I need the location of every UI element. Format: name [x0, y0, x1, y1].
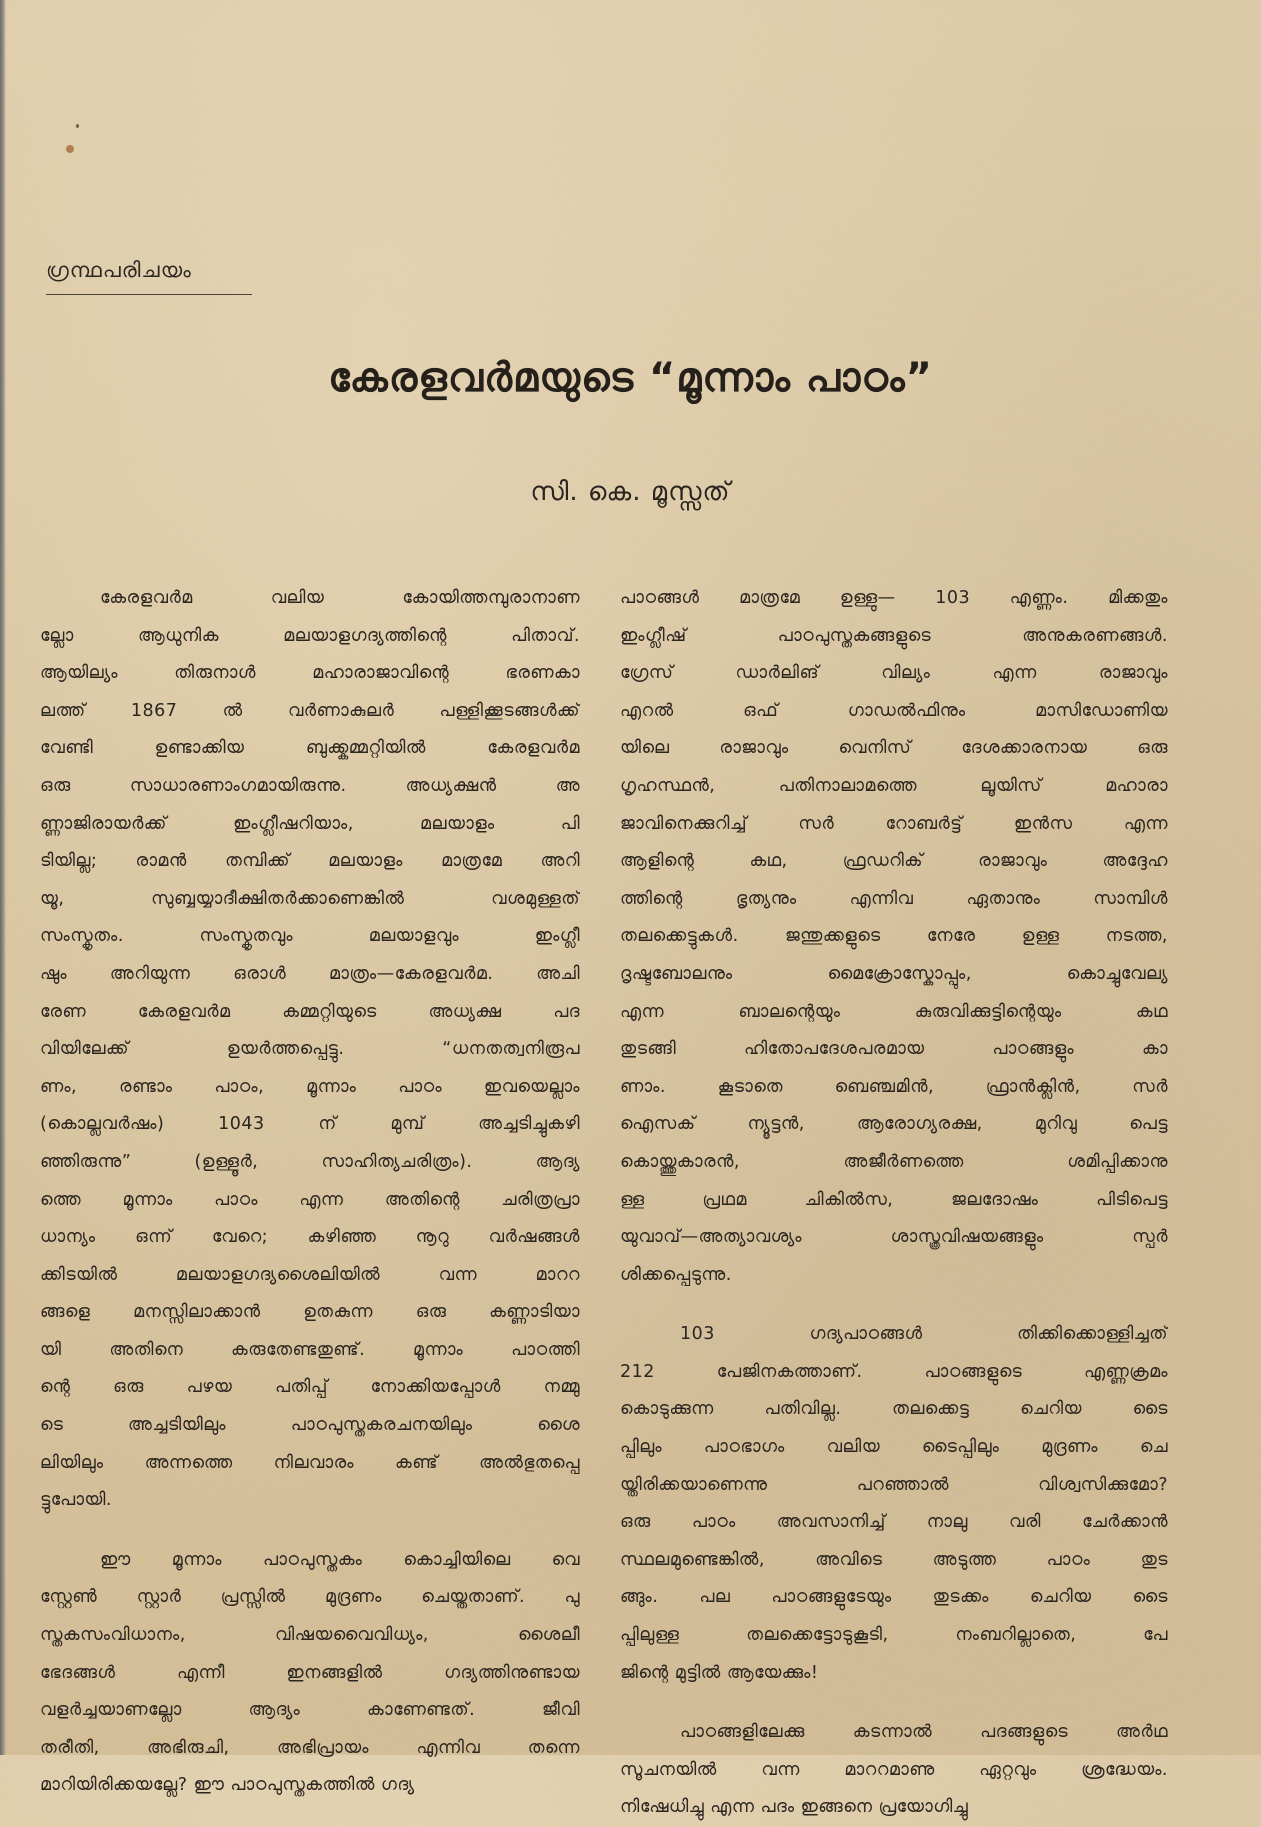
text-line: ലിയിലും അന്നത്തെ നിലവാരം കണ്ട് അൽഭുതപ്പെ: [40, 1452, 580, 1473]
text-line: കൊയ്ത്തുകാരൻ, അജീർണത്തെ ശമിപ്പിക്കാനു: [620, 1151, 1168, 1172]
section-underline: [46, 294, 252, 295]
article-title: കേരളവർമയുടെ “മൂന്നാം പാഠം”: [328, 355, 933, 401]
text-line: ത്തിന്റെ ഭൃത്യനും എന്നിവ ഏതാനും സാമ്പിൾ: [620, 888, 1168, 909]
text-line: സ്റ്റേൺ സ്റ്റാർ പ്രസ്സിൽ മുദ്രണം ചെയ്തതാണ്. പു: [40, 1587, 580, 1608]
text-line: തലക്കെട്ടുകൾ. ജന്തുക്കളുടെ നേരേ ഉള്ള നടത്ത,: [620, 926, 1168, 947]
text-line: ഭേദങ്ങൾ എന്നീ ഇനങ്ങളിൽ ഗദ്യത്തിനുണ്ടായ: [40, 1662, 580, 1683]
text-line: ണ്ണാജിരായർക്ക് ഇംഗ്ലീഷറിയാം, മലയാളം പി: [40, 813, 580, 834]
text-line: ഇംഗ്ലീഷ് പാഠപുസ്തകങ്ങളുടെ അനുകരണങ്ങൾ.: [620, 625, 1168, 646]
text-line: എന്ന ബാലന്റെയും കുരുവിക്കുട്ടിന്റെയും കഥ: [620, 1001, 1168, 1022]
text-line: യി അതിനെ കരുതേണ്ടതുണ്ട്. മൂന്നാം പാഠത്തി: [40, 1339, 580, 1360]
text-line: 212 പേജിനകത്താണ്. പാഠങ്ങളുടെ എണ്ണക്രമം: [620, 1361, 1168, 1382]
text-line: കേരളവർമ വലിയ കോയിത്തമ്പുരാനാണ: [100, 588, 580, 608]
text-line: ഞ്ഞിരുന്നു” (ഉള്ളൂർ, സാഹിത്യചരിത്രം). ആദ്യ: [40, 1151, 580, 1172]
paper-speck: [76, 124, 79, 128]
text-line: ഐസക് ന്യൂട്ടൻ, ആരോഗ്യരക്ഷ, മുറിവു പെട്ട: [620, 1114, 1168, 1135]
paper-stain: [66, 145, 74, 153]
text-line: ക്കിടയിൽ മലയാളഗദ്യശൈലിയിൽ വന്ന മാററ: [40, 1264, 580, 1285]
text-line: തരീതി, അഭിരുചി, അഭിപ്രായം എന്നിവ തന്നെ: [40, 1737, 580, 1758]
text-line: ധാന്യം ഒന്ന് വേറെ; കഴിഞ്ഞ നൂറു വർഷങ്ങൾ: [40, 1227, 580, 1248]
text-line: ജിന്റെ മുട്ടിൽ ആയേക്കും!: [620, 1662, 819, 1683]
paragraph-gap: [620, 1294, 1168, 1316]
text-line: ഷും അറിയുന്ന ഒരാൾ മാത്രം—കേരളവർമ. അചി: [40, 963, 580, 984]
text-line: പാഠങ്ങളിലേക്കു കടന്നാൽ പദങ്ങളുടെ അർഥ: [680, 1722, 1168, 1743]
paragraph-gap: [40, 1520, 580, 1542]
section-label: ഗ്രന്ഥപരിചയം: [46, 258, 192, 282]
paragraph-gap: [620, 1692, 1168, 1714]
text-line: തുടങ്ങി ഹിതോപദേശപരമായ പാഠങ്ങളും കാ: [620, 1039, 1168, 1060]
text-line: ടിയില്ല; രാമൻ തമ്പിക്ക് മലയാളം മാത്രമേ അറി: [40, 851, 580, 872]
text-line: ങ്ങും. പല പാഠങ്ങളുടേയും തുടക്കം ചെറിയ ടൈ: [620, 1587, 1168, 1608]
text-line: യൂ, സുബ്ബയ്യാദീക്ഷിതർക്കാണെങ്കിൽ വശമുള്ളത്: [40, 888, 580, 909]
scanned-page-edge: [0, 0, 6, 1755]
text-line: പ്പിലും പാഠഭാഗം വലിയ ടൈപ്പിലും മുദ്രണം ചെ: [620, 1437, 1168, 1458]
text-line: യ്തിരിക്കയാണെന്നു പറഞ്ഞാൽ വിശ്വസിക്കുമോ?: [620, 1474, 1168, 1495]
text-line: ള്ള പ്രഥമ ചികിൽസ, ജലദോഷം പിടിപെട്ട: [620, 1189, 1168, 1210]
text-line: ആയില്യം തിരുനാൾ മഹാരാജാവിന്റെ ഭരണകാ: [40, 663, 580, 684]
text-line: ഗൃഹസ്ഥൻ, പതിനാലാമത്തെ ലൂയിസ് മഹാരാ: [620, 775, 1168, 796]
text-line: പ്പിലുള്ള തലക്കെട്ടോടുകൂടി, നംബറില്ലാതെ, പേ: [620, 1625, 1168, 1646]
text-line: ഈ മൂന്നാം പാഠപുസ്തകം കൊച്ചിയിലെ വെ: [100, 1549, 580, 1570]
text-line: രേണ കേരളവർമ കമ്മറ്റിയുടെ അധ്യക്ഷ പദ: [40, 1001, 580, 1022]
left-column: [40, 580, 580, 1805]
text-line: വളർച്ചയാണല്ലോ ആദ്യം കാണേണ്ടത്. ജീവി: [40, 1700, 580, 1721]
text-line: സംസ്കൃതം. സംസ്കൃതവും മലയാളവും ഇംഗ്ലീ: [40, 926, 580, 947]
text-line: സ്തകസംവിധാനം, വിഷയവൈവിധ്യം, ശൈലീ: [40, 1625, 580, 1646]
text-line: ദൃഷ്ടബോലനും മൈക്രോസ്കോപ്പും, കൊച്ചുവേല്യ: [620, 963, 1168, 984]
text-line: ന്റെ ഒരു പഴയ പതിപ്പ് നോക്കിയപ്പോൾ നമ്മു: [40, 1377, 580, 1398]
text-line: ഒരു സാധാരണാംഗമായിരുന്നു. അധ്യക്ഷൻ അ: [40, 775, 580, 796]
text-line: സൂചനയിൽ വന്ന മാററമാണു ഏറ്റവും ശ്രദ്ധേയം.: [620, 1759, 1168, 1780]
text-line: വിയിലേക്ക് ഉയർത്തപ്പെട്ടു. “ധനതത്വനിരൂപ: [40, 1039, 580, 1060]
text-line: യിലെ രാജാവും വെനിസ് ദേശക്കാരനായ ഒരു: [620, 738, 1168, 759]
article-author: സി. കെ. മൂസ്സത്: [530, 477, 731, 507]
right-column: [620, 580, 1168, 1827]
text-line: ങ്ങളെ മനസ്സിലാക്കാൻ ഉതകുന്ന ഒരു കണ്ണാടിയാ: [40, 1302, 580, 1323]
text-line: പാഠങ്ങൾ മാത്രമേ ഉള്ളു— 103 എണ്ണം. മിക്കതും: [620, 588, 1168, 608]
text-line: ജാവിനെക്കുറിച്ച് സർ റോബർട്ട് ഇൻസ എന്ന: [620, 813, 1168, 834]
text-line: യുവാവ്—അത്യാവശ്യം ശാസ്ത്രവിഷയങ്ങളും സ്പർ: [620, 1227, 1168, 1248]
text-line: ണാം. കൂടാതെ ബെഞ്ചമിൻ, ഫ്രാൻക്ലിൻ, സർ: [620, 1076, 1168, 1097]
text-line: ട്ടുപോയി.: [40, 1490, 112, 1511]
text-line: എറൽ ഒഫ് ഗാഡൽഫിനും മാസിഡോണിയ: [620, 700, 1168, 721]
text-line: കൊടുക്കുന്ന പതിവില്ല. തലക്കെട്ട ചെറിയ ടൈ: [620, 1399, 1168, 1420]
text-line: ണം, രണ്ടാം പാഠം, മൂന്നാം പാഠം ഇവയെല്ലാം: [40, 1076, 580, 1097]
text-line: ആളിന്റെ കഥ, ഫ്രഡറിക് രാജാവും അദ്ദേഹ: [620, 851, 1168, 872]
text-line: വേണ്ടി ഉണ്ടാക്കിയ ബുക്ക്കമ്മറ്റിയിൽ കേരളവർമ: [40, 738, 580, 759]
text-line: ഗ്രേസ് ഡാർലിങ് വില്യം എന്ന രാജാവും: [620, 663, 1168, 684]
text-line: ടെ അച്ചടിയിലും പാഠപുസ്തകരചനയിലും ശൈ: [40, 1415, 580, 1436]
text-line: ല്ലോ ആധുനിക മലയാളഗദ്യത്തിന്റെ പിതാവ്.: [40, 625, 580, 646]
text-line: ഒരു പാഠം അവസാനിച്ച് നാലു വരി ചേർക്കാൻ: [620, 1512, 1168, 1533]
text-line: ത്തെ മൂന്നാം പാഠം എന്ന അതിന്റെ ചരിത്രപ്രാ: [40, 1189, 580, 1210]
text-line: മാറിയിരിക്കയല്ലേ? ഈ പാഠപുസ്തകത്തിൽ ഗദ്യ: [40, 1775, 415, 1796]
text-line: ശിക്കപ്പെടുന്നു.: [620, 1264, 732, 1285]
text-line: 103 ഗദ്യപാഠങ്ങൾ തിക്കിക്കൊള്ളിച്ചത്: [680, 1324, 1168, 1345]
text-line: (കൊല്ലവർഷം) 1043 ന് മുമ്പ് അച്ചടിച്ചുകഴി: [40, 1114, 580, 1135]
text-line: ലത്ത് 1867 ൽ വർണാകുലർ പള്ളിക്കൂടങ്ങൾക്ക്: [40, 700, 580, 721]
text-line: നിഷേധിച്ചു എന്ന പദം ഇങ്ങനെ പ്രയോഗിച്ചു: [620, 1797, 969, 1818]
text-line: സ്ഥലമുണ്ടെങ്കിൽ, അവിടെ അടുത്ത പാഠം തുട: [620, 1549, 1168, 1570]
